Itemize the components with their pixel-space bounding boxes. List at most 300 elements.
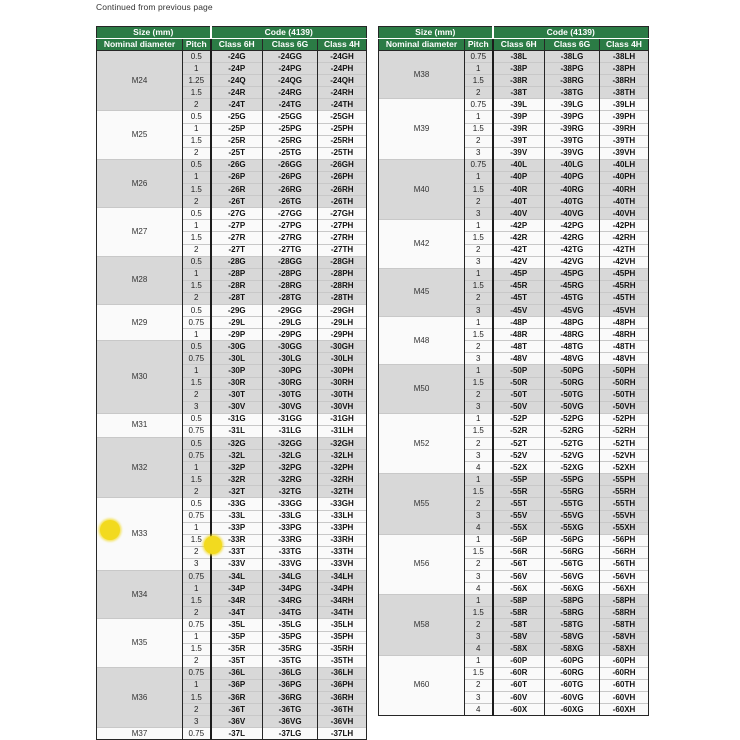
class-6g-code-cell: -35PG [263, 631, 318, 643]
class-4h-code-cell: -39LH [600, 99, 649, 111]
thread-code-table-left [96, 26, 366, 740]
class-6g-code-cell: -42PG [545, 220, 600, 232]
class-6g-code-cell: -26GG [263, 159, 318, 171]
class-6h-code-cell: -56V [493, 571, 545, 583]
pitch-cell: 3 [465, 256, 493, 268]
class-6h-code-cell: -34P [211, 583, 263, 595]
nominal-diameter-cell: M28 [97, 256, 183, 304]
col-header-class-4h: Class 4H [600, 39, 649, 51]
class-6h-code-cell: -56R [493, 546, 545, 558]
class-6h-code-cell: -25P [211, 123, 263, 135]
pitch-cell: 1 [465, 365, 493, 377]
class-4h-code-cell: -31GH [318, 413, 367, 425]
pitch-cell: 2 [465, 498, 493, 510]
class-6h-code-cell: -55V [493, 510, 545, 522]
class-6h-code-cell: -34L [211, 571, 263, 583]
table-row [97, 438, 367, 450]
class-6g-code-cell: -28PG [263, 268, 318, 280]
table-row [97, 256, 367, 268]
pitch-cell: 1.5 [465, 546, 493, 558]
table-row [379, 317, 649, 329]
class-6h-code-cell: -45R [493, 280, 545, 292]
class-6g-code-cell: -39TG [545, 135, 600, 147]
pitch-cell: 1 [183, 462, 211, 474]
class-6h-code-cell: -31G [211, 413, 263, 425]
class-4h-code-cell: -25PH [318, 123, 367, 135]
table-row [379, 99, 649, 111]
class-6h-code-cell: -33V [211, 558, 263, 570]
pitch-cell: 3 [465, 510, 493, 522]
table-row [97, 208, 367, 220]
class-6h-code-cell: -42P [493, 220, 545, 232]
pitch-cell: 0.5 [183, 256, 211, 268]
pitch-cell: 1.5 [465, 486, 493, 498]
table-row [379, 474, 649, 486]
class-6g-code-cell: -36LG [263, 667, 318, 679]
table-row [379, 413, 649, 425]
class-6h-code-cell: -36V [211, 716, 263, 728]
class-6h-code-cell: -26G [211, 159, 263, 171]
class-6h-code-cell: -60T [493, 679, 545, 691]
nominal-diameter-cell: M56 [379, 534, 465, 594]
nominal-diameter-cell: M50 [379, 365, 465, 413]
pitch-cell: 1 [465, 268, 493, 280]
class-4h-code-cell: -50TH [600, 389, 649, 401]
pitch-cell: 3 [183, 401, 211, 413]
class-6g-code-cell: -58VG [545, 631, 600, 643]
class-6g-code-cell: -32PG [263, 462, 318, 474]
nominal-diameter-cell: M48 [379, 317, 465, 365]
class-4h-code-cell: -32TH [318, 486, 367, 498]
class-4h-code-cell: -60RH [600, 667, 649, 679]
pitch-cell: 1.5 [183, 280, 211, 292]
header-size-mm: Size (mm) [379, 27, 493, 39]
class-6g-code-cell: -45VG [545, 304, 600, 316]
class-6h-code-cell: -58T [493, 619, 545, 631]
class-6h-code-cell: -29L [211, 317, 263, 329]
class-4h-code-cell: -40TH [600, 196, 649, 208]
nominal-diameter-cell: M34 [97, 571, 183, 619]
class-6h-code-cell: -35T [211, 655, 263, 667]
nominal-diameter-cell: M42 [379, 220, 465, 268]
class-4h-code-cell: -56VH [600, 571, 649, 583]
table-row [97, 571, 367, 583]
pitch-cell: 0.75 [183, 571, 211, 583]
class-6h-code-cell: -35R [211, 643, 263, 655]
pitch-cell: 2 [183, 196, 211, 208]
class-6h-code-cell: -60X [493, 704, 545, 716]
class-4h-code-cell: -40RH [600, 184, 649, 196]
class-6h-code-cell: -26P [211, 171, 263, 183]
pitch-cell: 2 [183, 607, 211, 619]
pitch-cell: 1.5 [183, 534, 211, 546]
class-6g-code-cell: -42VG [545, 256, 600, 268]
class-6g-code-cell: -25GG [263, 111, 318, 123]
class-4h-code-cell: -40LH [600, 159, 649, 171]
class-6h-code-cell: -42T [493, 244, 545, 256]
class-4h-code-cell: -42RH [600, 232, 649, 244]
class-4h-code-cell: -35RH [318, 643, 367, 655]
class-6h-code-cell: -33L [211, 510, 263, 522]
class-6g-code-cell: -34TG [263, 607, 318, 619]
class-4h-code-cell: -45VH [600, 304, 649, 316]
class-6h-code-cell: -32L [211, 450, 263, 462]
class-4h-code-cell: -45RH [600, 280, 649, 292]
class-4h-code-cell: -27PH [318, 220, 367, 232]
class-6g-code-cell: -24PG [263, 63, 318, 75]
pitch-cell: 1.5 [465, 377, 493, 389]
class-4h-code-cell: -56PH [600, 534, 649, 546]
class-4h-code-cell: -35PH [318, 631, 367, 643]
pitch-cell: 1 [183, 268, 211, 280]
nominal-diameter-cell: M31 [97, 413, 183, 437]
class-6g-code-cell: -29LG [263, 317, 318, 329]
class-4h-code-cell: -29GH [318, 304, 367, 316]
class-6h-code-cell: -27G [211, 208, 263, 220]
class-4h-code-cell: -30VH [318, 401, 367, 413]
class-6h-code-cell: -26T [211, 196, 263, 208]
class-6h-code-cell: -52T [493, 438, 545, 450]
pitch-cell: 1.5 [465, 232, 493, 244]
pitch-cell: 3 [465, 450, 493, 462]
class-6g-code-cell: -60XG [545, 704, 600, 716]
class-6g-code-cell: -36RG [263, 691, 318, 703]
class-4h-code-cell: -37LH [318, 728, 367, 740]
class-4h-code-cell: -58PH [600, 595, 649, 607]
class-6g-code-cell: -56XG [545, 583, 600, 595]
pitch-cell: 1.5 [183, 643, 211, 655]
class-4h-code-cell: -60TH [600, 679, 649, 691]
class-6h-code-cell: -52P [493, 413, 545, 425]
header-code-4139: Code (4139) [211, 27, 367, 39]
pitch-cell: 2 [465, 196, 493, 208]
class-6h-code-cell: -58X [493, 643, 545, 655]
class-4h-code-cell: -24GH [318, 51, 367, 63]
class-6h-code-cell: -55P [493, 474, 545, 486]
pitch-cell: 1.5 [183, 87, 211, 99]
class-6g-code-cell: -28GG [263, 256, 318, 268]
header-row-top [97, 27, 367, 39]
nominal-diameter-cell: M35 [97, 619, 183, 667]
pitch-cell: 0.75 [183, 317, 211, 329]
class-6h-code-cell: -38L [493, 51, 545, 63]
class-6g-code-cell: -37LG [263, 728, 318, 740]
class-6g-code-cell: -60PG [545, 655, 600, 667]
pitch-cell: 1 [465, 111, 493, 123]
header-row-top [379, 27, 649, 39]
class-4h-code-cell: -52RH [600, 425, 649, 437]
class-4h-code-cell: -48PH [600, 317, 649, 329]
class-6g-code-cell: -30VG [263, 401, 318, 413]
class-6h-code-cell: -37L [211, 728, 263, 740]
class-6g-code-cell: -40VG [545, 208, 600, 220]
class-6g-code-cell: -45PG [545, 268, 600, 280]
class-4h-code-cell: -35LH [318, 619, 367, 631]
table-row [97, 728, 367, 740]
class-4h-code-cell: -36RH [318, 691, 367, 703]
header-size-mm: Size (mm) [97, 27, 211, 39]
class-6h-code-cell: -38P [493, 63, 545, 75]
class-4h-code-cell: -52XH [600, 462, 649, 474]
class-6h-code-cell: -55R [493, 486, 545, 498]
class-6h-code-cell: -39L [493, 99, 545, 111]
class-4h-code-cell: -56TH [600, 558, 649, 570]
class-4h-code-cell: -39VH [600, 147, 649, 159]
class-6h-code-cell: -48P [493, 317, 545, 329]
class-4h-code-cell: -27TH [318, 244, 367, 256]
class-4h-code-cell: -24PH [318, 63, 367, 75]
pitch-cell: 0.5 [183, 159, 211, 171]
pitch-cell: 2 [465, 619, 493, 631]
class-4h-code-cell: -26TH [318, 196, 367, 208]
class-4h-code-cell: -56RH [600, 546, 649, 558]
class-6h-code-cell: -24Q [211, 75, 263, 87]
class-6g-code-cell: -40PG [545, 171, 600, 183]
class-6g-code-cell: -60TG [545, 679, 600, 691]
pitch-cell: 0.75 [465, 51, 493, 63]
class-6g-code-cell: -58TG [545, 619, 600, 631]
class-4h-code-cell: -34LH [318, 571, 367, 583]
nominal-diameter-cell: M24 [97, 51, 183, 111]
class-4h-code-cell: -58XH [600, 643, 649, 655]
class-6h-code-cell: -39R [493, 123, 545, 135]
class-6g-code-cell: -34RG [263, 595, 318, 607]
class-6h-code-cell: -33P [211, 522, 263, 534]
pitch-cell: 1 [183, 63, 211, 75]
class-6g-code-cell: -55VG [545, 510, 600, 522]
class-6g-code-cell: -38LG [545, 51, 600, 63]
class-4h-code-cell: -55XH [600, 522, 649, 534]
class-6g-code-cell: -27TG [263, 244, 318, 256]
class-6g-code-cell: -56TG [545, 558, 600, 570]
pitch-cell: 0.5 [183, 438, 211, 450]
pitch-cell: 3 [465, 353, 493, 365]
class-4h-code-cell: -36LH [318, 667, 367, 679]
class-6h-code-cell: -36L [211, 667, 263, 679]
class-4h-code-cell: -60VH [600, 691, 649, 703]
class-4h-code-cell: -55VH [600, 510, 649, 522]
class-6h-code-cell: -50V [493, 401, 545, 413]
pitch-cell: 2 [465, 679, 493, 691]
pitch-cell: 1.5 [183, 184, 211, 196]
class-6g-code-cell: -50VG [545, 401, 600, 413]
pitch-cell: 1.5 [465, 123, 493, 135]
table-row [379, 220, 649, 232]
class-6g-code-cell: -35TG [263, 655, 318, 667]
col-header-class-6g: Class 6G [545, 39, 600, 51]
class-6h-code-cell: -56T [493, 558, 545, 570]
pitch-cell: 0.5 [183, 111, 211, 123]
class-4h-code-cell: -38PH [600, 63, 649, 75]
class-6g-code-cell: -56RG [545, 546, 600, 558]
class-6h-code-cell: -60R [493, 667, 545, 679]
pitch-cell: 1.5 [465, 607, 493, 619]
class-6g-code-cell: -32LG [263, 450, 318, 462]
class-6h-code-cell: -60P [493, 655, 545, 667]
class-6h-code-cell: -48T [493, 341, 545, 353]
class-4h-code-cell: -55PH [600, 474, 649, 486]
class-6g-code-cell: -55PG [545, 474, 600, 486]
class-6h-code-cell: -45P [493, 268, 545, 280]
header-row-columns [97, 39, 367, 51]
pitch-cell: 1.5 [465, 184, 493, 196]
col-header-class-4h: Class 4H [318, 39, 367, 51]
class-4h-code-cell: -29PH [318, 329, 367, 341]
class-4h-code-cell: -24RH [318, 87, 367, 99]
pitch-cell: 0.75 [183, 425, 211, 437]
pitch-cell: 1.25 [183, 75, 211, 87]
class-4h-code-cell: -42TH [600, 244, 649, 256]
nominal-diameter-cell: M37 [97, 728, 183, 740]
table-row [97, 619, 367, 631]
pitch-cell: 0.75 [183, 450, 211, 462]
class-6h-code-cell: -48R [493, 329, 545, 341]
pitch-cell: 1.5 [183, 474, 211, 486]
class-6h-code-cell: -28P [211, 268, 263, 280]
class-6h-code-cell: -52X [493, 462, 545, 474]
class-6g-code-cell: -36PG [263, 679, 318, 691]
class-6g-code-cell: -30GG [263, 341, 318, 353]
class-6g-code-cell: -29PG [263, 329, 318, 341]
class-6h-code-cell: -58V [493, 631, 545, 643]
class-6g-code-cell: -35RG [263, 643, 318, 655]
class-6g-code-cell: -36VG [263, 716, 318, 728]
class-6g-code-cell: -56PG [545, 534, 600, 546]
class-6h-code-cell: -56P [493, 534, 545, 546]
class-4h-code-cell: -28PH [318, 268, 367, 280]
class-6h-code-cell: -27P [211, 220, 263, 232]
nominal-diameter-cell: M30 [97, 341, 183, 414]
pitch-cell: 1.5 [183, 377, 211, 389]
class-4h-code-cell: -25RH [318, 135, 367, 147]
pitch-cell: 0.5 [183, 498, 211, 510]
pitch-cell: 4 [465, 522, 493, 534]
col-header-nominal-diameter: Nominal diameter [379, 39, 465, 51]
class-6h-code-cell: -30T [211, 389, 263, 401]
class-6h-code-cell: -38T [493, 87, 545, 99]
class-6g-code-cell: -50RG [545, 377, 600, 389]
nominal-diameter-cell: M40 [379, 159, 465, 219]
class-6h-code-cell: -30V [211, 401, 263, 413]
class-4h-code-cell: -26RH [318, 184, 367, 196]
class-6h-code-cell: -45T [493, 292, 545, 304]
class-6h-code-cell: -24R [211, 87, 263, 99]
col-header-class-6g: Class 6G [263, 39, 318, 51]
pitch-cell: 0.75 [465, 99, 493, 111]
table-row [379, 534, 649, 546]
class-4h-code-cell: -28GH [318, 256, 367, 268]
pitch-cell: 1.5 [465, 667, 493, 679]
class-4h-code-cell: -50VH [600, 401, 649, 413]
class-4h-code-cell: -30PH [318, 365, 367, 377]
pitch-cell: 0.75 [183, 667, 211, 679]
class-6g-code-cell: -50PG [545, 365, 600, 377]
class-6g-code-cell: -48PG [545, 317, 600, 329]
class-4h-code-cell: -25GH [318, 111, 367, 123]
class-4h-code-cell: -55RH [600, 486, 649, 498]
class-6h-code-cell: -42R [493, 232, 545, 244]
col-header-nominal-diameter: Nominal diameter [97, 39, 183, 51]
class-6g-code-cell: -39RG [545, 123, 600, 135]
class-4h-code-cell: -48VH [600, 353, 649, 365]
nominal-diameter-cell: M33 [97, 498, 183, 571]
class-6h-code-cell: -30G [211, 341, 263, 353]
pitch-cell: 1.5 [183, 691, 211, 703]
class-6g-code-cell: -58XG [545, 643, 600, 655]
col-header-pitch: Pitch [465, 39, 493, 51]
class-6g-code-cell: -60RG [545, 667, 600, 679]
pitch-cell: 2 [183, 244, 211, 256]
class-4h-code-cell: -36TH [318, 704, 367, 716]
class-4h-code-cell: -27RH [318, 232, 367, 244]
class-6g-code-cell: -26PG [263, 171, 318, 183]
class-6h-code-cell: -58R [493, 607, 545, 619]
pitch-cell: 1 [465, 413, 493, 425]
class-4h-code-cell: -33RH [318, 534, 367, 546]
class-6g-code-cell: -36TG [263, 704, 318, 716]
class-6h-code-cell: -24T [211, 99, 263, 111]
class-6g-code-cell: -56VG [545, 571, 600, 583]
class-6g-code-cell: -31LG [263, 425, 318, 437]
class-6g-code-cell: -32GG [263, 438, 318, 450]
class-6g-code-cell: -58RG [545, 607, 600, 619]
pitch-cell: 1 [465, 655, 493, 667]
class-4h-code-cell: -30RH [318, 377, 367, 389]
class-4h-code-cell: -55TH [600, 498, 649, 510]
class-6h-code-cell: -36R [211, 691, 263, 703]
class-6g-code-cell: -48TG [545, 341, 600, 353]
pitch-cell: 2 [465, 292, 493, 304]
class-4h-code-cell: -38LH [600, 51, 649, 63]
pitch-cell: 3 [465, 304, 493, 316]
pitch-cell: 1.5 [465, 329, 493, 341]
class-4h-code-cell: -48TH [600, 341, 649, 353]
class-6g-code-cell: -58PG [545, 595, 600, 607]
pitch-cell: 0.5 [183, 413, 211, 425]
code-table [96, 26, 367, 740]
nominal-diameter-cell: M55 [379, 474, 465, 534]
pitch-cell: 2 [465, 135, 493, 147]
class-4h-code-cell: -42PH [600, 220, 649, 232]
class-6g-code-cell: -30PG [263, 365, 318, 377]
class-4h-code-cell: -30LH [318, 353, 367, 365]
pitch-cell: 1.5 [183, 595, 211, 607]
class-4h-code-cell: -32RH [318, 474, 367, 486]
class-6h-code-cell: -24G [211, 51, 263, 63]
col-header-class-6h: Class 6H [211, 39, 263, 51]
class-4h-code-cell: -33TH [318, 546, 367, 558]
table-row [97, 341, 367, 353]
class-6h-code-cell: -32G [211, 438, 263, 450]
pitch-cell: 3 [465, 401, 493, 413]
class-6h-code-cell: -34T [211, 607, 263, 619]
pitch-cell: 3 [183, 716, 211, 728]
pitch-cell: 1 [465, 63, 493, 75]
pitch-cell: 1 [183, 220, 211, 232]
class-6h-code-cell: -26R [211, 184, 263, 196]
pitch-cell: 1 [183, 679, 211, 691]
class-4h-code-cell: -50PH [600, 365, 649, 377]
class-6h-code-cell: -42V [493, 256, 545, 268]
class-4h-code-cell: -24TH [318, 99, 367, 111]
col-header-pitch: Pitch [183, 39, 211, 51]
class-4h-code-cell: -39RH [600, 123, 649, 135]
pitch-cell: 3 [465, 571, 493, 583]
pitch-cell: 1 [183, 171, 211, 183]
class-6g-code-cell: -40RG [545, 184, 600, 196]
class-6h-code-cell: -55T [493, 498, 545, 510]
class-4h-code-cell: -33VH [318, 558, 367, 570]
